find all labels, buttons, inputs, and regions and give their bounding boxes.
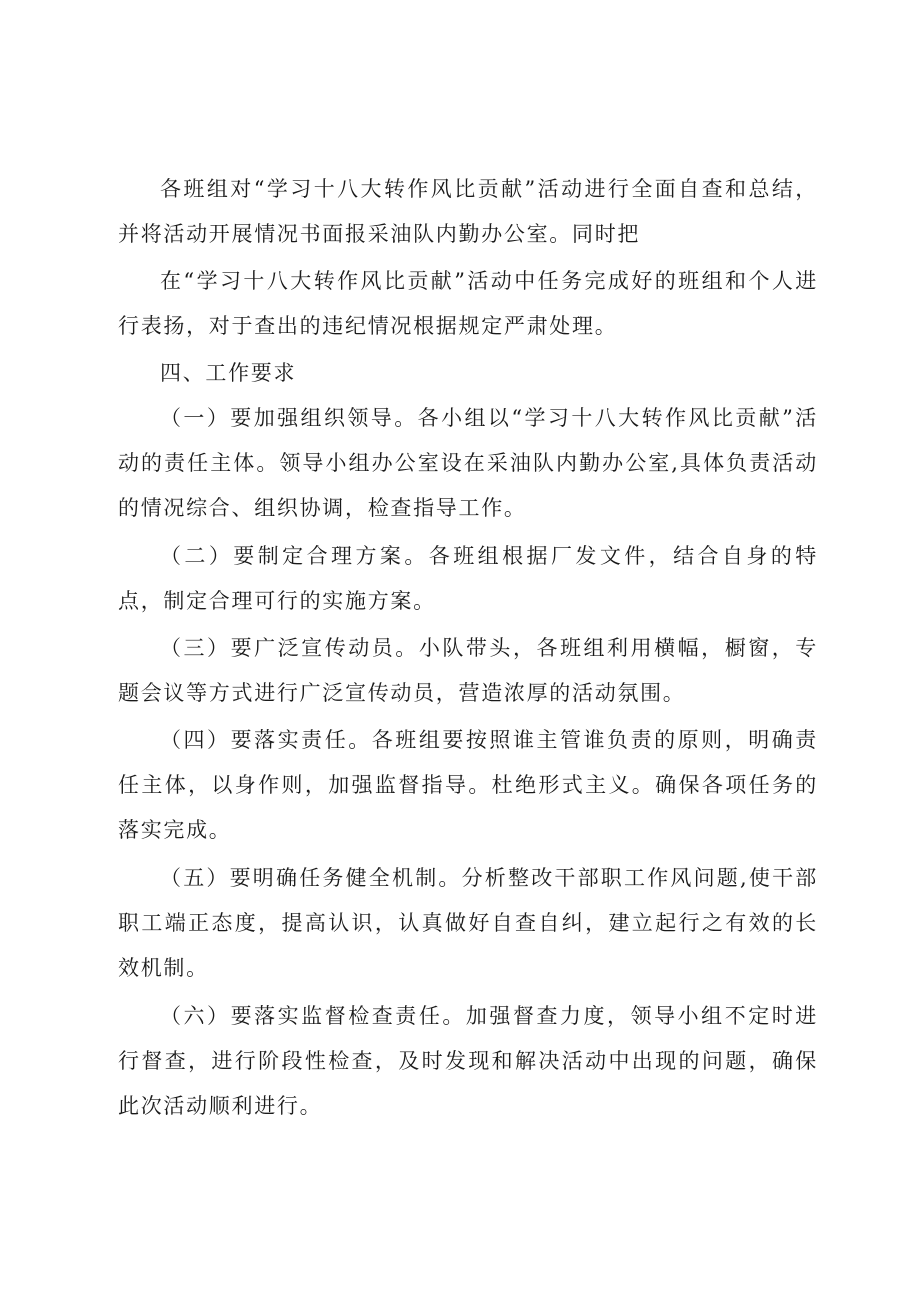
paragraph-self-inspection: 各班组对“学习十八大转作风比贡献”活动进行全面自查和总结，并将活动开展情况书面报采油队内勤办公室。同时把 [118, 177, 818, 246]
requirement-item-1: （一）要加强组织领导。各小组以“学习十八大转作风比贡献”活动的责任主体。领导小组办公室设在采油队内勤办公室,具体负责活动的情况综合、组织协调，检查指导工作。 [118, 406, 818, 520]
requirement-item-4: （四）要落实责任。各班组要按照谁主管谁负责的原则，明确责任主体，以身作则，加强监督指导。杜绝形式主义。确保各项任务的落实完成。 [118, 728, 818, 842]
requirement-item-2: （二）要制定合理方案。各班组根据厂发文件，结合自身的特点，制定合理可行的实施方案。 [118, 544, 818, 613]
paragraph-commendation: 在“学习十八大转作风比贡献”活动中任务完成好的班组和个人进行表扬，对于查出的违纪情况根据规定严肃处理。 [118, 269, 818, 338]
requirement-item-3: （三）要广泛宣传动员。小队带头，各班组利用横幅，橱窗，专题会议等方式进行广泛宣传动员，营造浓厚的活动氛围。 [118, 636, 818, 705]
requirement-item-6: （六）要落实监督检查责任。加强督查力度，领导小组不定时进行督查，进行阶段性检查，及时发现和解决活动中出现的问题，确保此次活动顺利进行。 [118, 1004, 818, 1118]
section-heading-work-requirements: 四、工作要求 [160, 361, 297, 385]
requirement-item-5: （五）要明确任务健全机制。分析整改干部职工作风问题,使干部职工端正态度，提高认识，认真做好自查自纠，建立起行之有效的长效机制。 [118, 866, 818, 980]
